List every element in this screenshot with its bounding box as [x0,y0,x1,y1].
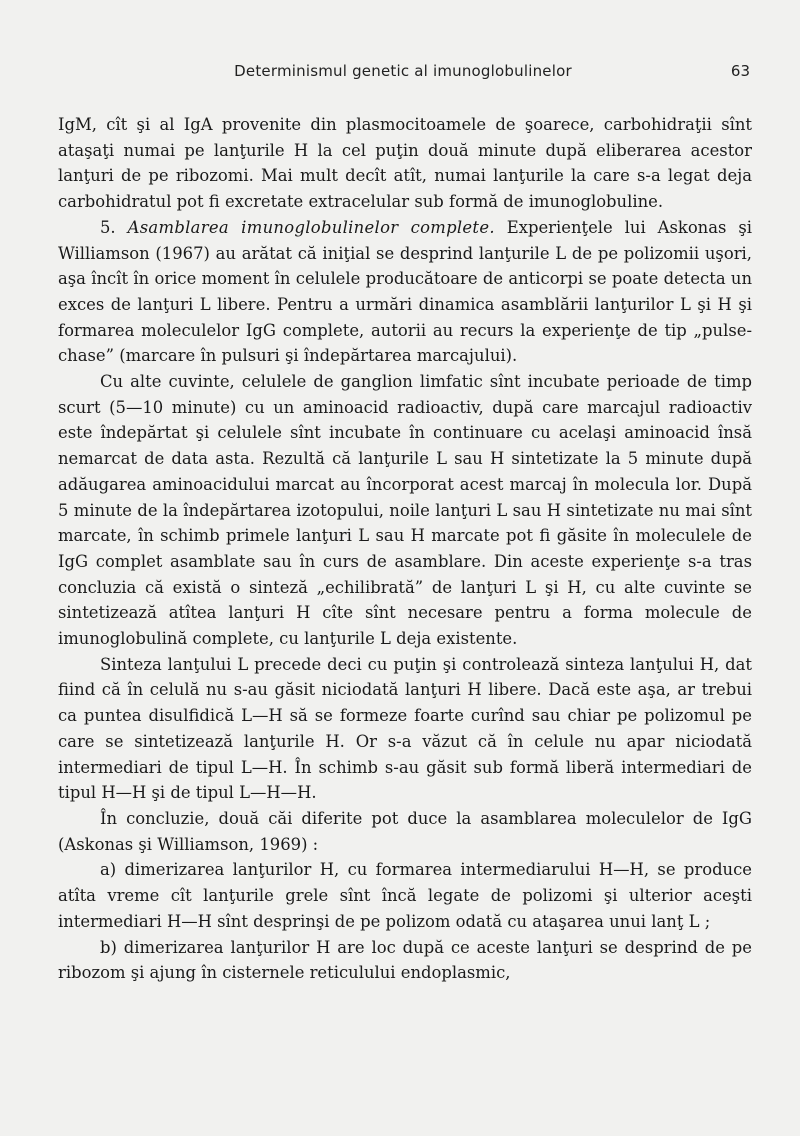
running-title: Determinismul genetic al imunoglobulinelor [234,62,572,80]
page-header [58,62,748,86]
paragraph-1 [58,112,752,215]
page-number: 63 [730,62,750,80]
list-item-a [58,857,752,934]
paragraph-2 [58,215,752,369]
paragraph-text: În concluzie, două căi diferite pot duce la asamblarea moleculelor de IgG (Askonas şi Williamson, 1969) : [58,808,752,854]
paragraph-4 [58,652,752,806]
section-heading: Asamblarea imunoglobulinelor complete. [127,217,495,237]
paragraph-text: b) dimerizarea lanţurilor H are loc după ce aceste lanţuri se desprind de pe ribozom şi ajung în cisternele reticulului endoplasmic, [58,937,752,983]
section-number: 5. [100,217,116,237]
body-text [58,112,752,986]
list-item-b [58,935,752,986]
paragraph-text: Cu alte cuvinte, celulele de ganglion limfatic sînt incubate perioade de timp scurt (5—10 minute) cu un aminoacid radioactiv, după care marcajul radioactiv este îndepărtat şi celulele sînt incubate în continuare cu acelaşi aminoacid însă nemarcat de data asta. Rezultă că lanţurile L sau H sintetizate la 5 minute după adăugarea aminoacidului marcat au încorporat acest marcaj în molecula lor. După 5 minute de la îndepărtarea izotopului, noile lanţuri L sau H sintetizate nu mai sînt marcate, în schimb primele lanţuri L sau H marcate pot fi găsite în moleculele de IgG complet asamblate sau în curs de asamblare. Din aceste experienţe s-a tras concluzia că există o sinteză „echilibrată” de lanţuri L şi H, cu alte cuvinte se sintetizează atîtea lanţuri H cîte sînt necesare pentru a forma molecule de imunoglobulină complete, cu lanţurile L deja existente. [58,372,752,649]
paragraph-text: Experienţele lui Askonas şi Williamson (1967) au arătat că iniţial se desprind lanţurile L de pe polizomii uşori, aşa încît în orice moment în celulele producătoare de anticorpi se poate detecta un exces de lanţuri L libere. Pentru a urmări dinamica asamblării lanţurilor L şi H şi formarea moleculelor IgG complete, autorii au recurs la experienţe de tip „pulse-chase” (marcare în pulsuri şi îndepărtarea marcajului). [58,217,753,366]
paragraph-5 [58,806,752,857]
paragraph-text: a) dimerizarea lanţurilor H, cu formarea intermediarului H—H, se produce atîta vreme cît lanţurile grele sînt încă legate de polizomi şi ulterior aceşti intermediari H—H sînt desprinşi de pe polizom odată cu ataşarea unui lanţ L ; [58,860,752,931]
paragraph-text: Sinteza lanţului L precede deci cu puţin şi controlează sinteza lanţului H, dat fiind că în celulă nu s-au găsit niciodată lanţuri H libere. Dacă este aşa, ar trebui ca puntea disulfidică L—H să se formeze foarte curînd sau chiar pe polizomul pe care se sintetizează lanţurile H. Or s-a văzut că în celule nu apar niciodată intermediari de tipul L—H. În schimb s-au găsit sub formă liberă intermediari de tipul H—H şi de tipul L—H—H. [58,654,752,803]
paragraph-text: IgM, cît şi al IgA provenite din plasmocitoamele de şoarece, carbohidraţii sînt ataşaţi numai pe lanţurile H la cel puţin două minute după eliberarea acestor lanţuri de pe ribozomi. Mai mult decît atît, numai lanţurile la care s-a legat deja carbohidratul pot fi excretate extracelular sub formă de imunoglobuline. [58,115,752,212]
paragraph-3 [58,369,752,652]
